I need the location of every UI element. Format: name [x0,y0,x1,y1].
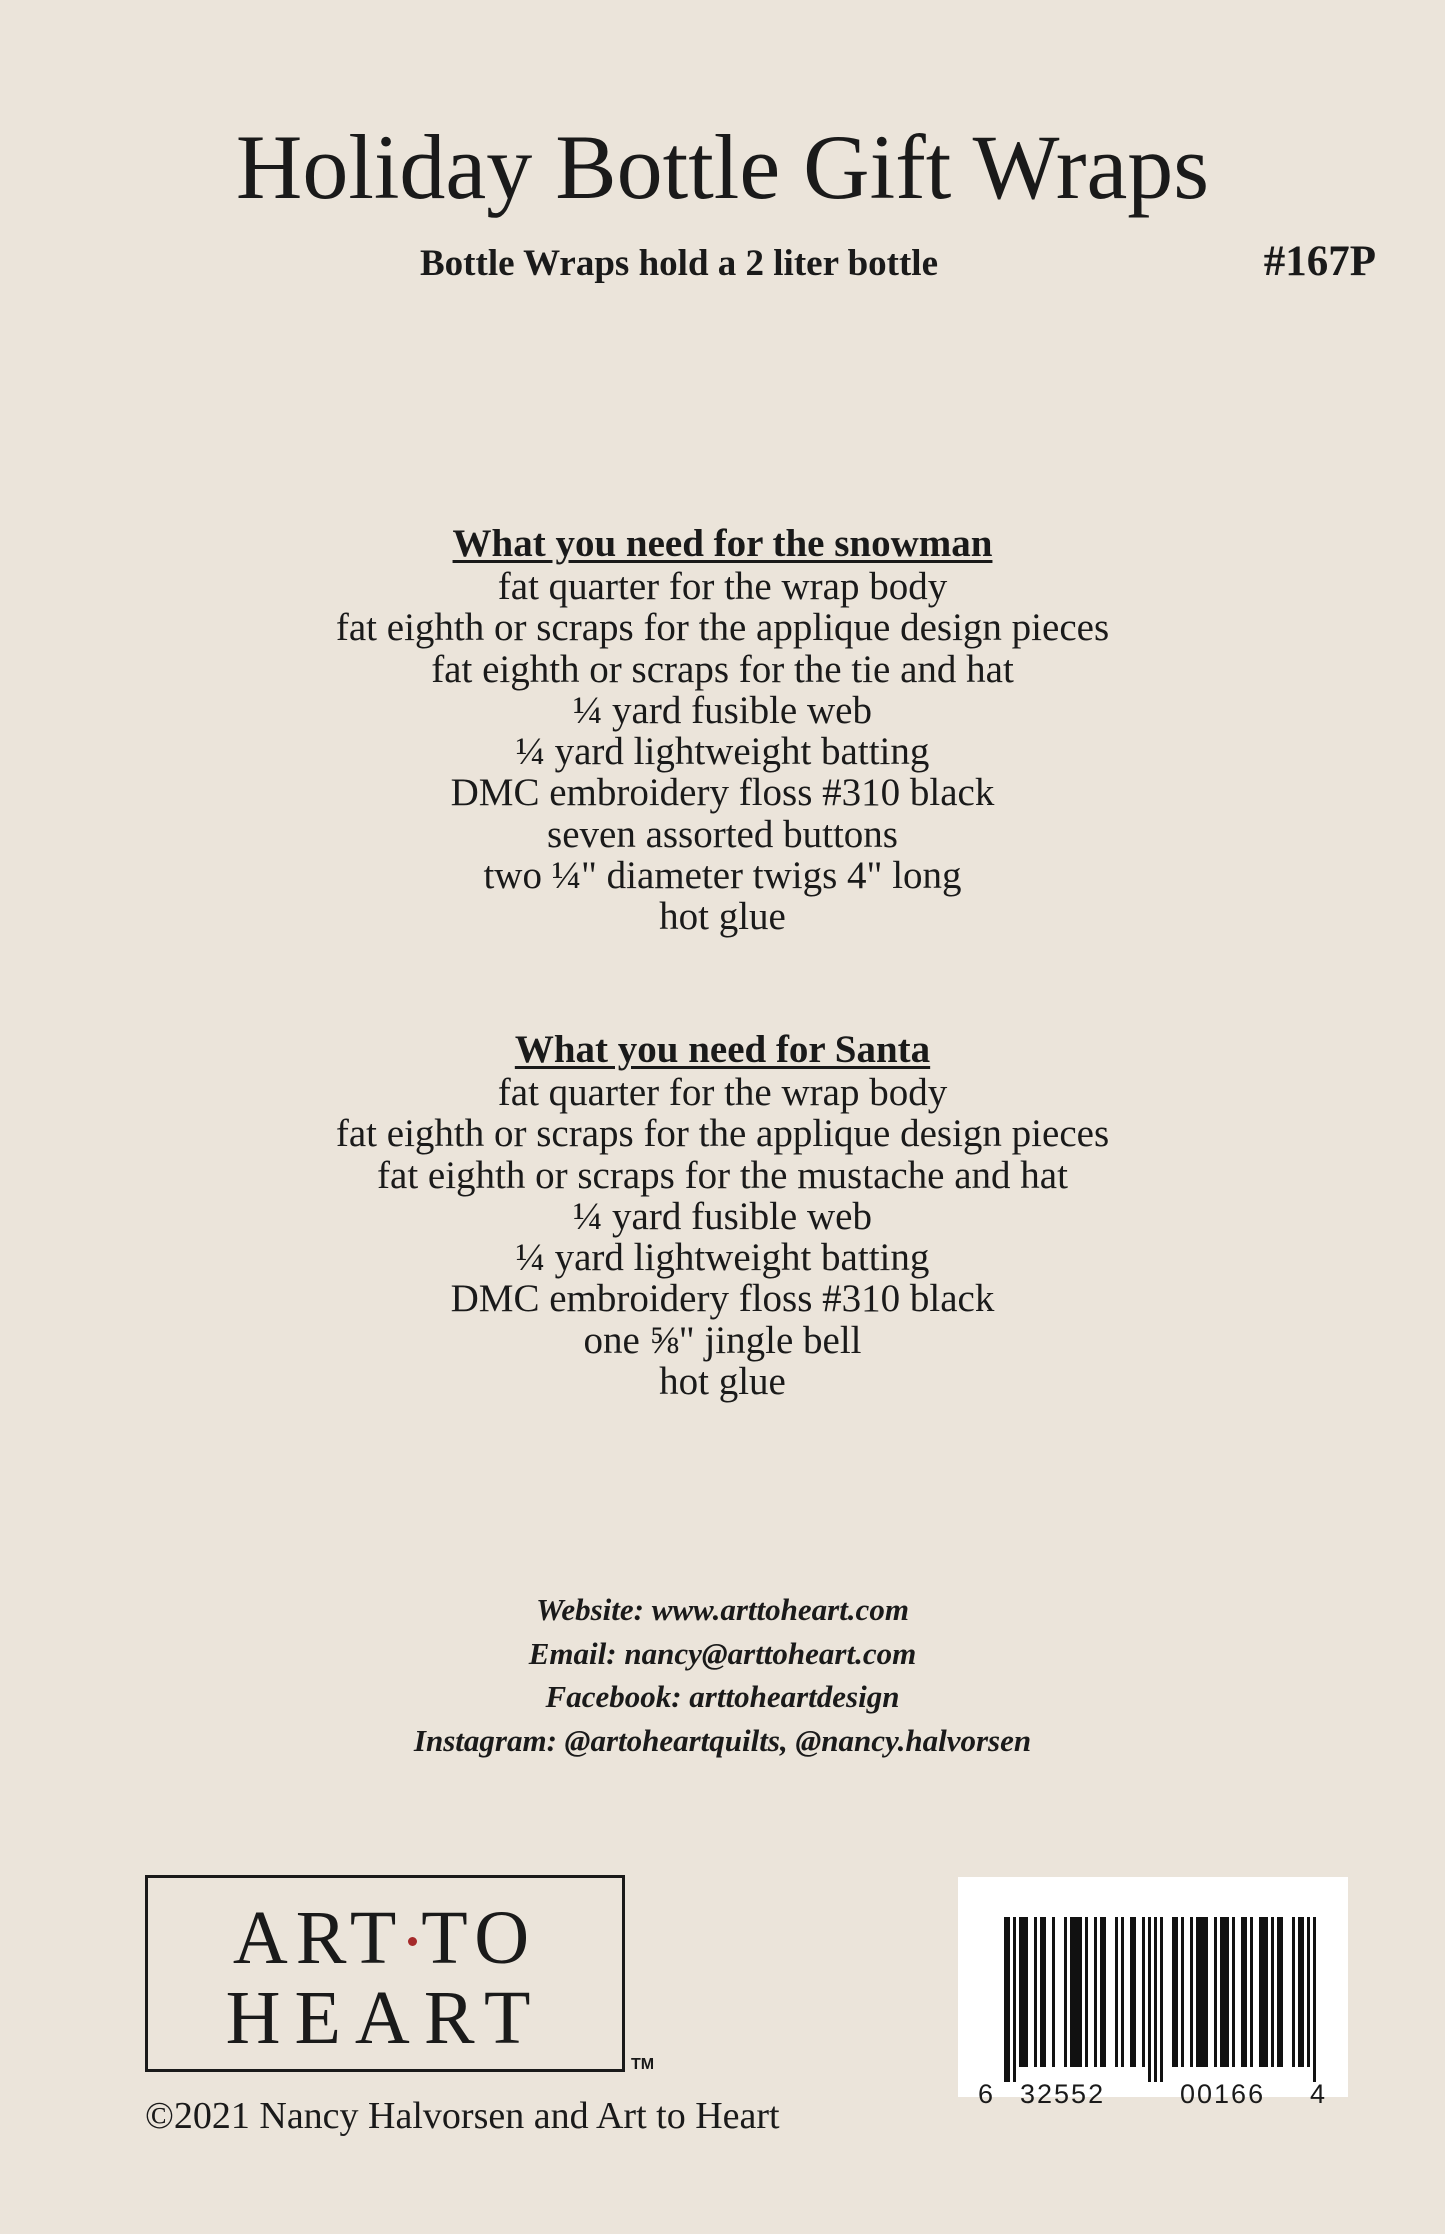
santa-supplies-section [0,1028,1445,1402]
logo-line-1: ART TO [232,1896,538,1980]
supply-item: ¼ yard fusible web [573,1194,872,1238]
supply-item: hot glue [659,1360,786,1404]
supply-item: DMC embroidery floss #310 black [450,1277,995,1321]
snowman-supplies-list [0,566,1445,938]
page-title: Holiday Bottle Gift Wraps [235,116,1210,218]
supply-item: fat quarter for the wrap body [497,565,948,608]
barcode-bar [1214,1917,1217,2067]
supply-item: ¼ yard lightweight batting [515,730,930,774]
barcode-bar [1052,1917,1055,2067]
barcode-bar [1307,1917,1310,2067]
supply-item: two ¼" diameter twigs 4" long [483,854,962,898]
supply-item: fat quarter for the wrap body [497,1071,948,1114]
supply-item: DMC embroidery floss #310 black [450,771,995,815]
barcode-bar [1241,1917,1247,2067]
barcode-bar [1142,1917,1145,2067]
supply-item: seven assorted buttons [547,812,898,856]
barcode-bar [1172,1917,1178,2067]
barcode-bar [1115,1917,1118,2067]
barcode-digits-left: 32552 [1020,2079,1106,2109]
supply-item: one ⅝" jingle bell [583,1318,862,1362]
subtitle: Bottle Wraps hold a 2 liter bottle [420,243,938,284]
supply-item: fat eighth or scraps for the tie and hat [431,647,1014,691]
supply-item: ¼ yard fusible web [573,688,872,732]
barcode-bar [1298,1917,1304,2067]
barcode-bar [1250,1917,1253,2067]
barcode-bar [1085,1917,1088,2067]
santa-heading: What you need for Santa [514,1028,931,1071]
santa-supplies-list [0,1072,1445,1402]
barcode-bar [1190,1917,1193,2067]
barcode [958,1877,1348,2097]
email-line: Email: nancy@arttoheart.com [528,1635,917,1671]
barcode-digits-right: 00166 [1180,2079,1266,2109]
barcode-bar [1271,1917,1274,2067]
barcode-bar [1220,1917,1229,2067]
barcode-bar [1292,1917,1295,2067]
barcode-digit-lead: 6 [978,2079,994,2109]
barcode-bar [1160,1917,1163,2082]
barcode-bar [1259,1917,1268,2067]
supply-item: hot glue [659,895,786,939]
barcode-bar [1130,1917,1136,2067]
pattern-number: #167P [1263,238,1376,285]
barcode-bar [1004,1917,1010,2082]
barcode-digit-check: 4 [1310,2079,1326,2109]
supply-item: ¼ yard lightweight batting [515,1236,930,1280]
art-to-heart-logo [145,1875,625,2072]
barcode-bar [1154,1917,1157,2082]
supply-item: fat eighth or scraps for the mustache and hat [377,1153,1068,1197]
barcode-bar [1181,1917,1184,2067]
barcode-bar [1013,1917,1016,2082]
barcode-bar [1121,1917,1124,2067]
heart-dot-icon [408,1937,417,1946]
barcode-bar [1196,1917,1208,2067]
contact-info [0,1588,1445,1762]
supply-item: fat eighth or scraps for the applique design pieces [335,1112,1110,1156]
barcode-bar [1148,1917,1151,2082]
barcode-bar [1070,1917,1082,2067]
copyright-notice: ©2021 Nancy Halvorsen and Art to Heart [145,2095,780,2137]
barcode-bar [1019,1917,1028,2067]
barcode-bar [1313,1917,1316,2082]
trademark-mark: TM [631,2056,655,2073]
logo-line-2: HEART [225,1976,545,2060]
website-line: Website: www.arttoheart.com [536,1592,909,1627]
supply-item: fat eighth or scraps for the applique design pieces [335,606,1110,650]
snowman-supplies-section [0,522,1445,938]
barcode-bar [1040,1917,1046,2067]
barcode-bar [1094,1917,1097,2067]
facebook-line: Facebook: arttoheartdesign [545,1679,900,1714]
barcode-bar [1064,1917,1067,2067]
barcode-bars [958,1877,1348,2097]
barcode-bar [1034,1917,1037,2067]
instagram-line: Instagram: @artoheartquilts, @nancy.halvorsen [413,1722,1032,1758]
barcode-bar [1232,1917,1235,2067]
barcode-bar [1277,1917,1283,2067]
snowman-heading: What you need for the snowman [452,522,993,565]
barcode-bar [1100,1917,1106,2067]
